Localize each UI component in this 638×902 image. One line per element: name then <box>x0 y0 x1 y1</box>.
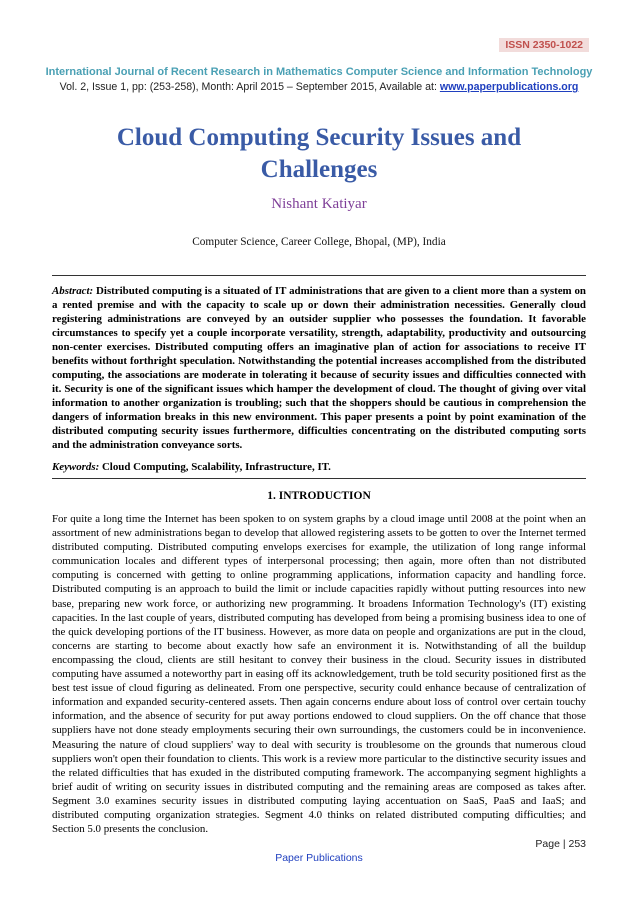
abstract-label: Abstract: <box>52 285 94 297</box>
keywords <box>52 460 586 474</box>
keywords-label: Keywords: <box>52 461 100 473</box>
abstract <box>52 284 586 452</box>
volume-line <box>0 81 638 93</box>
introduction-body: For quite a long time the Internet has been spoken to on system graphs by a cloud image until 2008 at the point when an assortment of new administrations began to develop that allowed registering assets to be gotten to over the Internet termed distributed computing. Distributed computing envelops exercises for example, the utilization of long range informal communication locales and different types of interpersonal processing; then again, more often than not distributed computing is concerned with getting to online programming applications, information capacity and handling force. Distributed computing is an approach to build the limit or include capacities rapidly without putting resources into new base, preparing new work force, or authorizing new programming. It broadens Information Technology's (IT) existing capacities. In the last couple of years, distributed computing has developed from being a promising business idea to one of the quick developing portions of the IT business. However, as more data on people and organizations are put in the cloud, concerns are starting to become about exactly how safe an environment it is. Notwithstanding of all the buildup encompassing the cloud, clients are still hesitant to convey their business in the cloud. Security issues in distributed computing have assumed a noteworthy part in easing off its acknowledgement, truth be told security positioned first as the best test issue of cloud figuring as delineated. From one perspective, security could enhance because of centralization of information and expanded security-centered assets. Then again concerns endure about loss of control over certain touchy information, and the absence of security for put away portions endowed to cloud suppliers. On the off chance that those suppliers have not done steady employments securing their own surroundings, the customers could be in inconvenience. Measuring the nature of cloud suppliers' way to deal with security is troublesome on the grounds that numerous cloud suppliers won't open their foundation to clients. This work is a review more particular to the distinctive security issues and the related difficulties that has exuded in the distributed computing framework. The accompanying segment highlights a brief audit of writing on security issues in distributed computing and the remaining areas are composed as takes after. Segment 3.0 examines security issues in distributed computing laying accentuation on SaaS, PaaS and IaaS; and distributed computing organization strategies. Segment 4.0 thinks on related distributed computing difficulties; and Section 5.0 presents the conclusion. <box>52 513 586 836</box>
page-number: Page | 253 <box>535 838 586 850</box>
author-affiliation: Computer Science, Career College, Bhopal, (MP), India <box>192 236 446 248</box>
issn-badge: ISSN 2350-1022 <box>499 38 589 52</box>
journal-name: International Journal of Recent Research in Mathematics Computer Science and Information Technology <box>45 66 593 78</box>
abstract-bottom-rule <box>52 478 586 479</box>
section-heading-introduction: 1. INTRODUCTION <box>267 490 371 502</box>
abstract-top-rule <box>52 275 586 276</box>
volume-info: Vol. 2, Issue 1, pp: (253-258), Month: April 2015 – September 2015, Available at: <box>59 81 440 93</box>
keywords-text: Cloud Computing, Scalability, Infrastructure, IT. <box>101 461 331 473</box>
paper-title: Cloud Computing Security Issues and Challenges <box>116 124 522 183</box>
author-name: Nishant Katiyar <box>271 196 367 212</box>
abstract-text: Distributed computing is a situated of IT administrations that are given to a client more than a system on a rented premise and with the capacity to scale up or down their administration necessities. Generally cloud registering administrations are conveyed by an outsider supplier who possesses the foundation. It favorable circumstances to specify yet a couple incorporate versatility, strength, adaptability, productivity and outsourcing non-center exercises. Distributed computing offers an imaginative plan of action for associations to receive IT benefits without forthright speculation. Notwithstanding the potential increases accomplished from the distributed computing, the associations are moderate in tolerating it because of security issues and difficulties connected with it. Security is one of the significant issues which hamper the development of cloud. The thought of giving over vital information to another organization is troubling; such that the shoppers should be cautious in comprehension the dangers of information breaks in this new environment. This paper presents a point by point examination of the distributed computing security issues furthermore, difficulties concentrating on the distributed computing sorts and the administration conveyance sorts. <box>52 285 586 451</box>
publisher-footer: Paper Publications <box>275 852 363 864</box>
journal-website-link[interactable]: www.paperpublications.org <box>439 81 579 93</box>
